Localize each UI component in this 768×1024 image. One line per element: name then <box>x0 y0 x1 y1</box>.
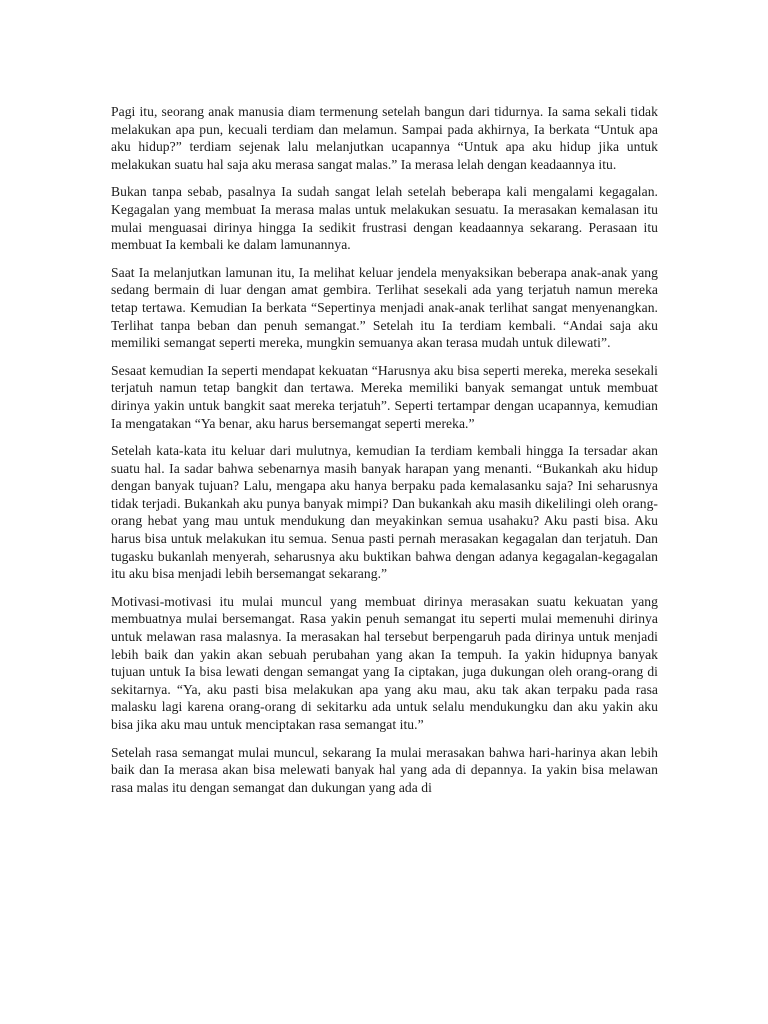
paragraph-5: Setelah kata-kata itu keluar dari mulutnya, kemudian Ia terdiam kembali hingga Ia tersadar akan suatu hal. Ia sadar bahwa sebenarnya masih banyak harapan yang menanti. “Bukankah aku hidup dengan banyak tujuan? Lalu, mengapa aku hanya berpaku pada kemalasanku saja? Ini seharusnya tidak terjadi. Bukankah aku punya banyak mimpi? Dan bukankah aku masih dikelilingi oleh orang-orang hebat yang mau untuk mendukung dan meyakinkan semua usahaku? Aku pasti bisa. Aku harus bisa untuk melakukan itu semua. Senua pasti pernah merasakan kegagalan dan terjatuh. Dan tugasku bukanlah menyerah, seharusnya aku buktikan bahwa dengan adanya kegagalan-kegagalan itu aku bisa menjadi lebih bersemangat sekarang.” <box>111 443 658 582</box>
paragraph-4: Sesaat kemudian Ia seperti mendapat kekuatan “Harusnya aku bisa seperti mereka, mereka sesekali terjatuh namun tetap bangkit dan tertawa. Mereka memiliki banyak semangat untuk membuat dirinya yakin untuk bangkit saat mereka terjatuh”. Seperti tertampar dengan ucapannya, kemudian Ia mengatakan “Ya benar, aku harus bersemangat seperti mereka.” <box>111 362 658 431</box>
paragraph-2: Bukan tanpa sebab, pasalnya Ia sudah sangat lelah setelah beberapa kali mengalami kegagalan. Kegagalan yang membuat Ia merasa malas untuk melakukan sesuatu. Ia merasakan kemalasan itu mulai menguasai dirinya hingga Ia sedikit frustrasi dengan keadaannya sekarang. Perasaan itu membuat Ia kembali ke dalam lamunannya. <box>111 184 658 253</box>
paragraph-1: Pagi itu, seorang anak manusia diam termenung setelah bangun dari tidurnya. Ia sama sekali tidak melakukan apa pun, kecuali terdiam dan melamun. Sampai pada akhirnya, Ia berkata “Untuk apa aku hidup?” terdiam sejenak lalu melanjutkan ucapannya “Untuk apa aku hidup jika untuk melakukan suatu hal saja aku merasa sangat malas.” Ia merasa lelah dengan keadaannya itu. <box>111 104 658 172</box>
paragraph-6: Motivasi-motivasi itu mulai muncul yang membuat dirinya merasakan suatu kekuatan yang membuatnya mulai bersemangat. Rasa yakin penuh semangat itu seperti mulai memenuhi dirinya untuk melawan rasa malasnya. Ia merasakan hal tersebut berpengaruh pada dirinya untuk menjadi lebih baik dan yakin akan sebuah perubahan yang akan Ia tempuh. Ia yakin hidupnya banyak tujuan untuk Ia bisa lewati dengan semangat yang Ia ciptakan, juga dukungan oleh orang-orang di sekitarnya. “Ya, aku pasti bisa melakukan apa yang aku mau, aku tak akan terpaku pada rasa malasku lagi karena orang-orang di sekitarku ada untuk selalu mendukungku dan aku yakin aku bisa jika aku mau untuk menciptakan rasa semangat itu.” <box>111 593 658 732</box>
paragraph-7: Setelah rasa semangat mulai muncul, sekarang Ia mulai merasakan bahwa hari-harinya akan lebih baik dan Ia merasa akan bisa melewati banyak hal yang ada di depannya. Ia yakin bisa melawan rasa malas itu dengan semangat dan dukungan yang ada di <box>111 744 658 795</box>
document-body <box>111 103 658 796</box>
paragraph-3: Saat Ia melanjutkan lamunan itu, Ia melihat keluar jendela menyaksikan beberapa anak-anak yang sedang bermain di luar dengan amat gembira. Terlihat sesekali ada yang terjatuh namun mereka tetap tertawa. Kemudian Ia berkata “Sepertinya menjadi anak-anak terlihat sangat menyenangkan. Terlihat tanpa beban dan penuh semangat.” Setelah itu Ia terdiam kembali. “Andai saja aku memiliki semangat seperti mereka, mungkin semuanya akan terasa mudah untuk dilewati”. <box>111 264 658 351</box>
